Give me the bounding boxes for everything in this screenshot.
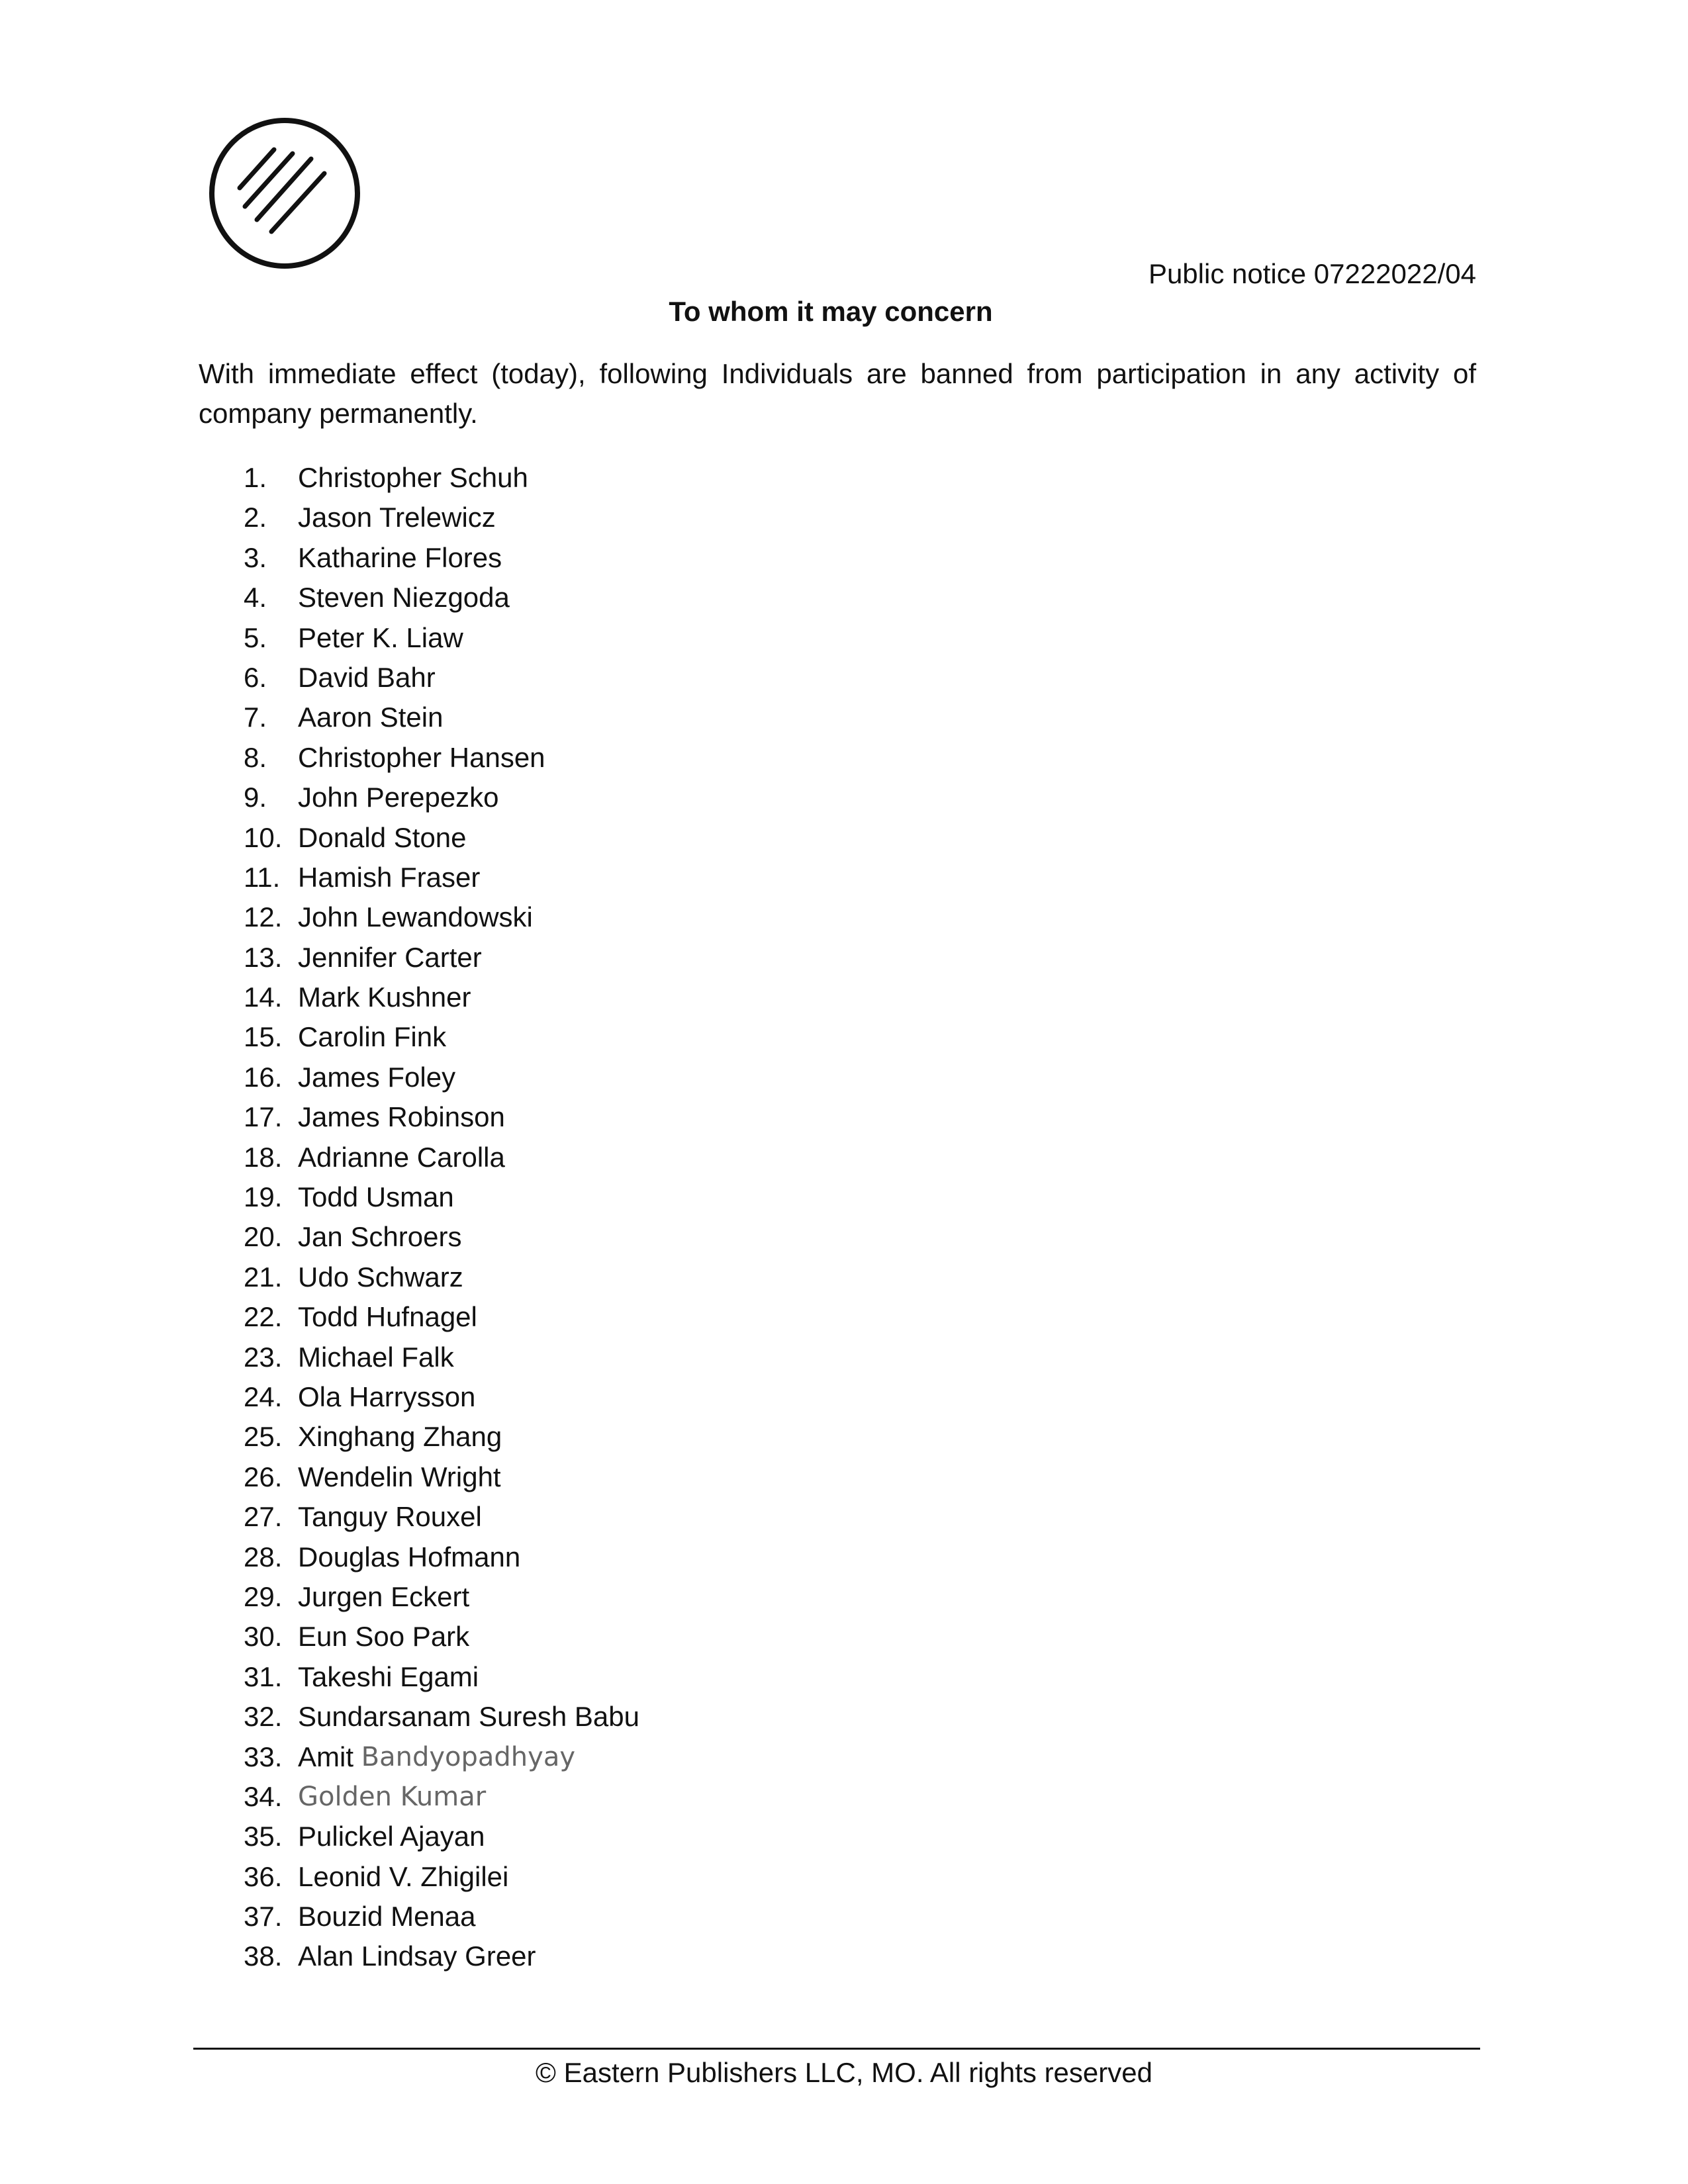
list-item [244,698,639,737]
list-item-number: 13. [244,941,283,973]
list-item-name: Douglas Hofmann [298,1541,521,1572]
list-item [244,858,639,897]
list-item [244,1097,639,1137]
list-item-number: 36. [244,1860,283,1892]
list-item-number: 20. [244,1221,283,1253]
list-item-number: 21. [244,1261,283,1293]
list-item [244,458,639,498]
list-item [244,658,639,698]
list-item [244,1417,639,1457]
list-item-number: 16. [244,1061,283,1093]
list-item-number: 22. [244,1301,283,1333]
list-item [244,1577,639,1617]
list-item-name: Jan Schroers [298,1221,462,1253]
list-item-name: John Lewandowski [298,901,533,933]
list-item-number: 1. [244,462,267,493]
list-item-name: Jurgen Eckert [298,1580,470,1612]
list-item [244,1177,639,1217]
list-item-name: Wendelin Wright [298,1461,501,1492]
list-item-name: Michael Falk [298,1341,454,1373]
list-item [244,1777,639,1817]
list-item [244,1857,639,1897]
list-item-name: Katharine Flores [298,541,502,573]
list-item-name: James Robinson [298,1101,505,1133]
list-item-number: 32. [244,1701,283,1733]
list-item-number: 38. [244,1940,283,1972]
list-item [244,978,639,1017]
list-item-name: Udo Schwarz [298,1261,463,1293]
notice-id: Public notice 07222022/04 [1148,258,1476,289]
list-item-number: 23. [244,1341,283,1373]
list-item-number: 11. [244,861,281,893]
list-item-name: Amit [298,1741,361,1772]
list-item [244,578,639,617]
list-item-name: Bouzid Menaa [298,1901,476,1933]
list-item-name: Mark Kushner [298,981,471,1013]
list-item-name: Aaron Stein [298,702,444,733]
list-item-name: Jason Trelewicz [298,502,496,533]
list-item-name: Christopher Schuh [298,462,528,493]
list-item [244,1257,639,1297]
list-item-name: Christopher Hansen [298,741,545,773]
list-item-number: 19. [244,1181,283,1213]
list-item-name: Hamish Fraser [298,861,481,893]
list-item [244,1737,639,1777]
list-item [244,778,639,817]
list-item-name: Pulickel Ajayan [298,1821,485,1852]
list-item [244,1338,639,1377]
list-item [244,618,639,658]
list-item-number: 10. [244,821,283,853]
footer-copyright: © Eastern Publishers LLC, MO. All rights reserved [536,2057,1152,2088]
list-item [244,1058,639,1097]
list-item-number: 5. [244,621,267,653]
list-item [244,1497,639,1537]
list-item [244,1377,639,1417]
list-item-name-gray: Golden Kumar [298,1781,487,1812]
list-item-number: 15. [244,1021,283,1053]
list-item-name: Eun Soo Park [298,1621,470,1653]
list-item [244,1697,639,1737]
list-item-number: 7. [244,702,267,733]
list-item-number: 6. [244,661,267,693]
list-item-name: Tanguy Rouxel [298,1501,482,1533]
list-item [244,1537,639,1577]
list-item-number: 24. [244,1381,283,1412]
banned-names-list [244,458,639,1977]
list-item-number: 2. [244,502,267,533]
list-item-name: John Perepezko [298,782,499,813]
list-item [244,1897,639,1936]
list-item-number: 26. [244,1461,283,1492]
list-item-name: Carolin Fink [298,1021,447,1053]
list-item-number: 9. [244,782,267,813]
footer-divider [193,2048,1480,2050]
list-item [244,897,639,937]
intro-paragraph: With immediate effect (today), following Individuals are banned from participation in any activity of company permanently. [199,358,1476,429]
list-item-name: Todd Usman [298,1181,454,1213]
list-item-number: 31. [244,1661,283,1692]
list-item [244,738,639,778]
list-item-name: Todd Hufnagel [298,1301,477,1333]
list-item-name: Jennifer Carter [298,941,482,973]
list-item-name: Alan Lindsay Greer [298,1940,536,1972]
list-item-name: Sundarsanam Suresh Babu [298,1701,639,1733]
list-item-number: 18. [244,1141,283,1173]
list-item [244,938,639,978]
list-item [244,538,639,578]
list-item-number: 27. [244,1501,283,1533]
list-item-name: Steven Niezgoda [298,582,510,614]
striped-circle-logo-icon [205,114,364,273]
list-item-name: Donald Stone [298,821,467,853]
list-item [244,1217,639,1257]
list-item-number: 3. [244,541,267,573]
list-item-number: 34. [244,1780,283,1812]
list-item [244,1297,639,1337]
list-item-number: 33. [244,1741,283,1772]
list-item-name: Ola Harrysson [298,1381,476,1412]
list-item [244,1138,639,1177]
list-item-name-gray: Bandyopadhyay [361,1741,576,1772]
list-item-number: 4. [244,582,267,614]
list-item-name: David Bahr [298,661,436,693]
list-item [244,1017,639,1057]
list-item-number: 25. [244,1421,283,1453]
list-item-number: 12. [244,901,283,933]
list-item [244,1817,639,1856]
list-item [244,1617,639,1657]
list-item-number: 37. [244,1901,283,1933]
list-item [244,818,639,858]
list-item [244,498,639,537]
list-item-name: Takeshi Egami [298,1661,479,1692]
list-item-number: 28. [244,1541,283,1572]
list-item-number: 30. [244,1621,283,1653]
list-item-number: 8. [244,741,267,773]
list-item-name: James Foley [298,1061,456,1093]
list-item-name: Peter K. Liaw [298,621,463,653]
list-item-name: Leonid V. Zhigilei [298,1860,509,1892]
list-item-name: Xinghang Zhang [298,1421,502,1453]
list-item [244,1657,639,1697]
list-item-number: 14. [244,981,283,1013]
page-title: To whom it may concern [669,296,993,327]
list-item-number: 17. [244,1101,283,1133]
list-item-number: 29. [244,1580,283,1612]
list-item-name: Adrianne Carolla [298,1141,505,1173]
list-item [244,1457,639,1497]
list-item [244,1936,639,1976]
list-item-number: 35. [244,1821,283,1852]
